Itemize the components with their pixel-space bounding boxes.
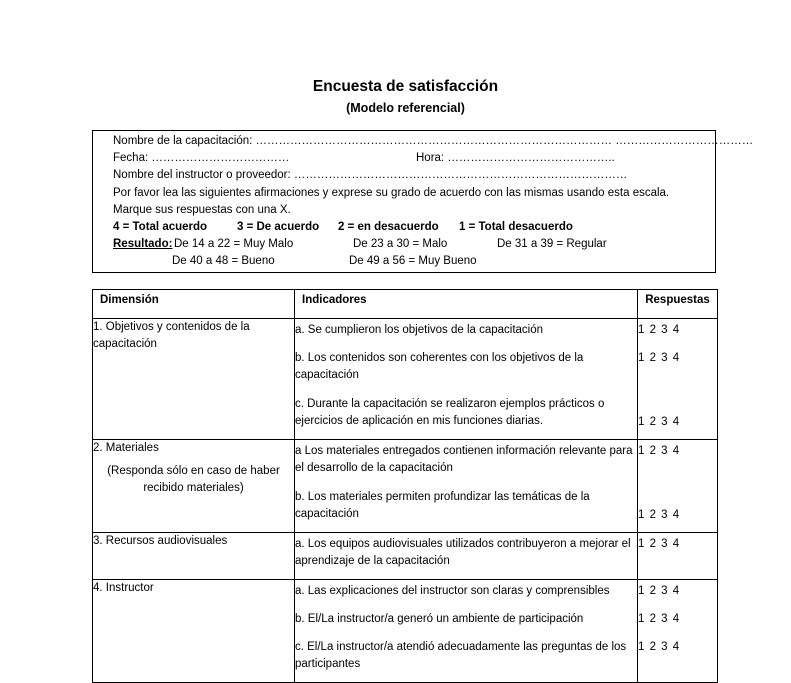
response-scale[interactable]: 1 2 3 4 (638, 509, 680, 521)
response-scale[interactable]: 1 2 3 4 (638, 445, 680, 457)
hora-field[interactable]: Hora: …………………………………….. (416, 152, 615, 164)
indicadores-cell (295, 533, 638, 580)
info-box (92, 130, 754, 273)
resultado-malo: De 23 a 30 = Malo (353, 238, 448, 250)
table-header-row (93, 290, 718, 319)
document-subtitle: (Modelo referencial) (346, 101, 465, 115)
instruction-text-2: Marque sus respuestas con una X. (113, 204, 291, 216)
respuestas-cell (638, 440, 718, 533)
resultado-muy-malo: De 14 a 22 = Muy Malo (174, 238, 294, 250)
respuestas-cell (638, 319, 718, 440)
indicador-item: b. El/La instructor/a generó un ambiente de participación (295, 613, 584, 625)
indicador-item: b. Los contenidos son coherentes con los objetivos de la capacitación (295, 352, 584, 381)
document-title: Encuesta de satisfacción (312, 78, 499, 95)
instruction-text: Por favor lea las siguientes afirmaciones y exprese su grado de acuerdo con las mismas usando esta escala. (113, 187, 670, 199)
survey-table (92, 289, 718, 683)
dimension-cell (93, 319, 295, 440)
header-indicadores: Indicadores (295, 290, 638, 319)
resultado-label: Resultado: (113, 238, 173, 250)
table-row (93, 440, 718, 533)
indicador-item: c. Durante la capacitación se realizaron ejemplos prácticos o ejercicios de aplicación en mis funciones diarias. (295, 398, 605, 427)
dimension-label: 1. Objetivos y contenidos de la capacitación (93, 321, 250, 350)
indicador-item: a. Los equipos audiovisuales utilizados contribuyeron a mejorar el aprendizaje de la capacitación (295, 538, 631, 567)
indicador-item: a. Las explicaciones del instructor son claras y comprensibles (295, 585, 610, 597)
table-row (93, 533, 718, 580)
response-scale[interactable]: 1 2 3 4 (638, 613, 680, 625)
dimension-label: 4. Instructor (93, 582, 154, 594)
table-row (93, 319, 718, 440)
header-dimension: Dimensión (93, 290, 295, 319)
dimension-cell (93, 440, 295, 533)
scale-2: 2 = en desacuerdo (338, 221, 439, 233)
resultado-regular: De 31 a 39 = Regular (497, 238, 607, 250)
dimension-label: 2. Materiales (93, 442, 159, 454)
fecha-field[interactable]: Fecha: ……………………………… (113, 152, 290, 164)
table-row (93, 580, 718, 683)
dimension-cell (93, 580, 295, 683)
scale-4: 4 = Total acuerdo (113, 221, 208, 233)
indicadores-cell (295, 580, 638, 683)
response-scale[interactable]: 1 2 3 4 (638, 352, 680, 364)
response-scale[interactable]: 1 2 3 4 (638, 641, 680, 653)
indicador-item: a. Se cumplieron los objetivos de la capacitación (295, 324, 544, 336)
capacitacion-field[interactable]: Nombre de la capacitación: ………………………………………………………………………………… ……………………………… (113, 135, 754, 147)
respuestas-cell (638, 580, 718, 683)
response-scale[interactable]: 1 2 3 4 (638, 538, 680, 550)
indicador-item: a Los materiales entregados contienen información relevante para el desarrollo de la capacitación (295, 445, 633, 474)
resultado-muy-bueno: De 49 a 56 = Muy Bueno (349, 255, 477, 267)
response-scale[interactable]: 1 2 3 4 (638, 416, 680, 428)
response-scale[interactable]: 1 2 3 4 (638, 324, 680, 336)
dimension-label: 3. Recursos audiovisuales (93, 535, 228, 547)
instructor-field[interactable]: Nombre del instructor o proveedor: …………………………………………………………………………… (113, 169, 628, 181)
indicadores-cell (295, 440, 638, 533)
scale-3: 3 = De acuerdo (237, 221, 320, 233)
response-scale[interactable]: 1 2 3 4 (638, 585, 680, 597)
dimension-note: (Responda sólo en caso de haber recibido materiales) (107, 465, 280, 494)
dimension-cell (93, 533, 295, 580)
respuestas-cell (638, 533, 718, 580)
indicador-item: b. Los materiales permiten profundizar las temáticas de la capacitación (295, 491, 590, 520)
scale-1: 1 = Total desacuerdo (459, 221, 573, 233)
resultado-bueno: De 40 a 48 = Bueno (172, 255, 275, 267)
indicadores-cell (295, 319, 638, 440)
indicador-item: c. El/La instructor/a atendió adecuadamente las preguntas de los participantes (295, 641, 627, 670)
header-respuestas: Respuestas (638, 290, 718, 319)
